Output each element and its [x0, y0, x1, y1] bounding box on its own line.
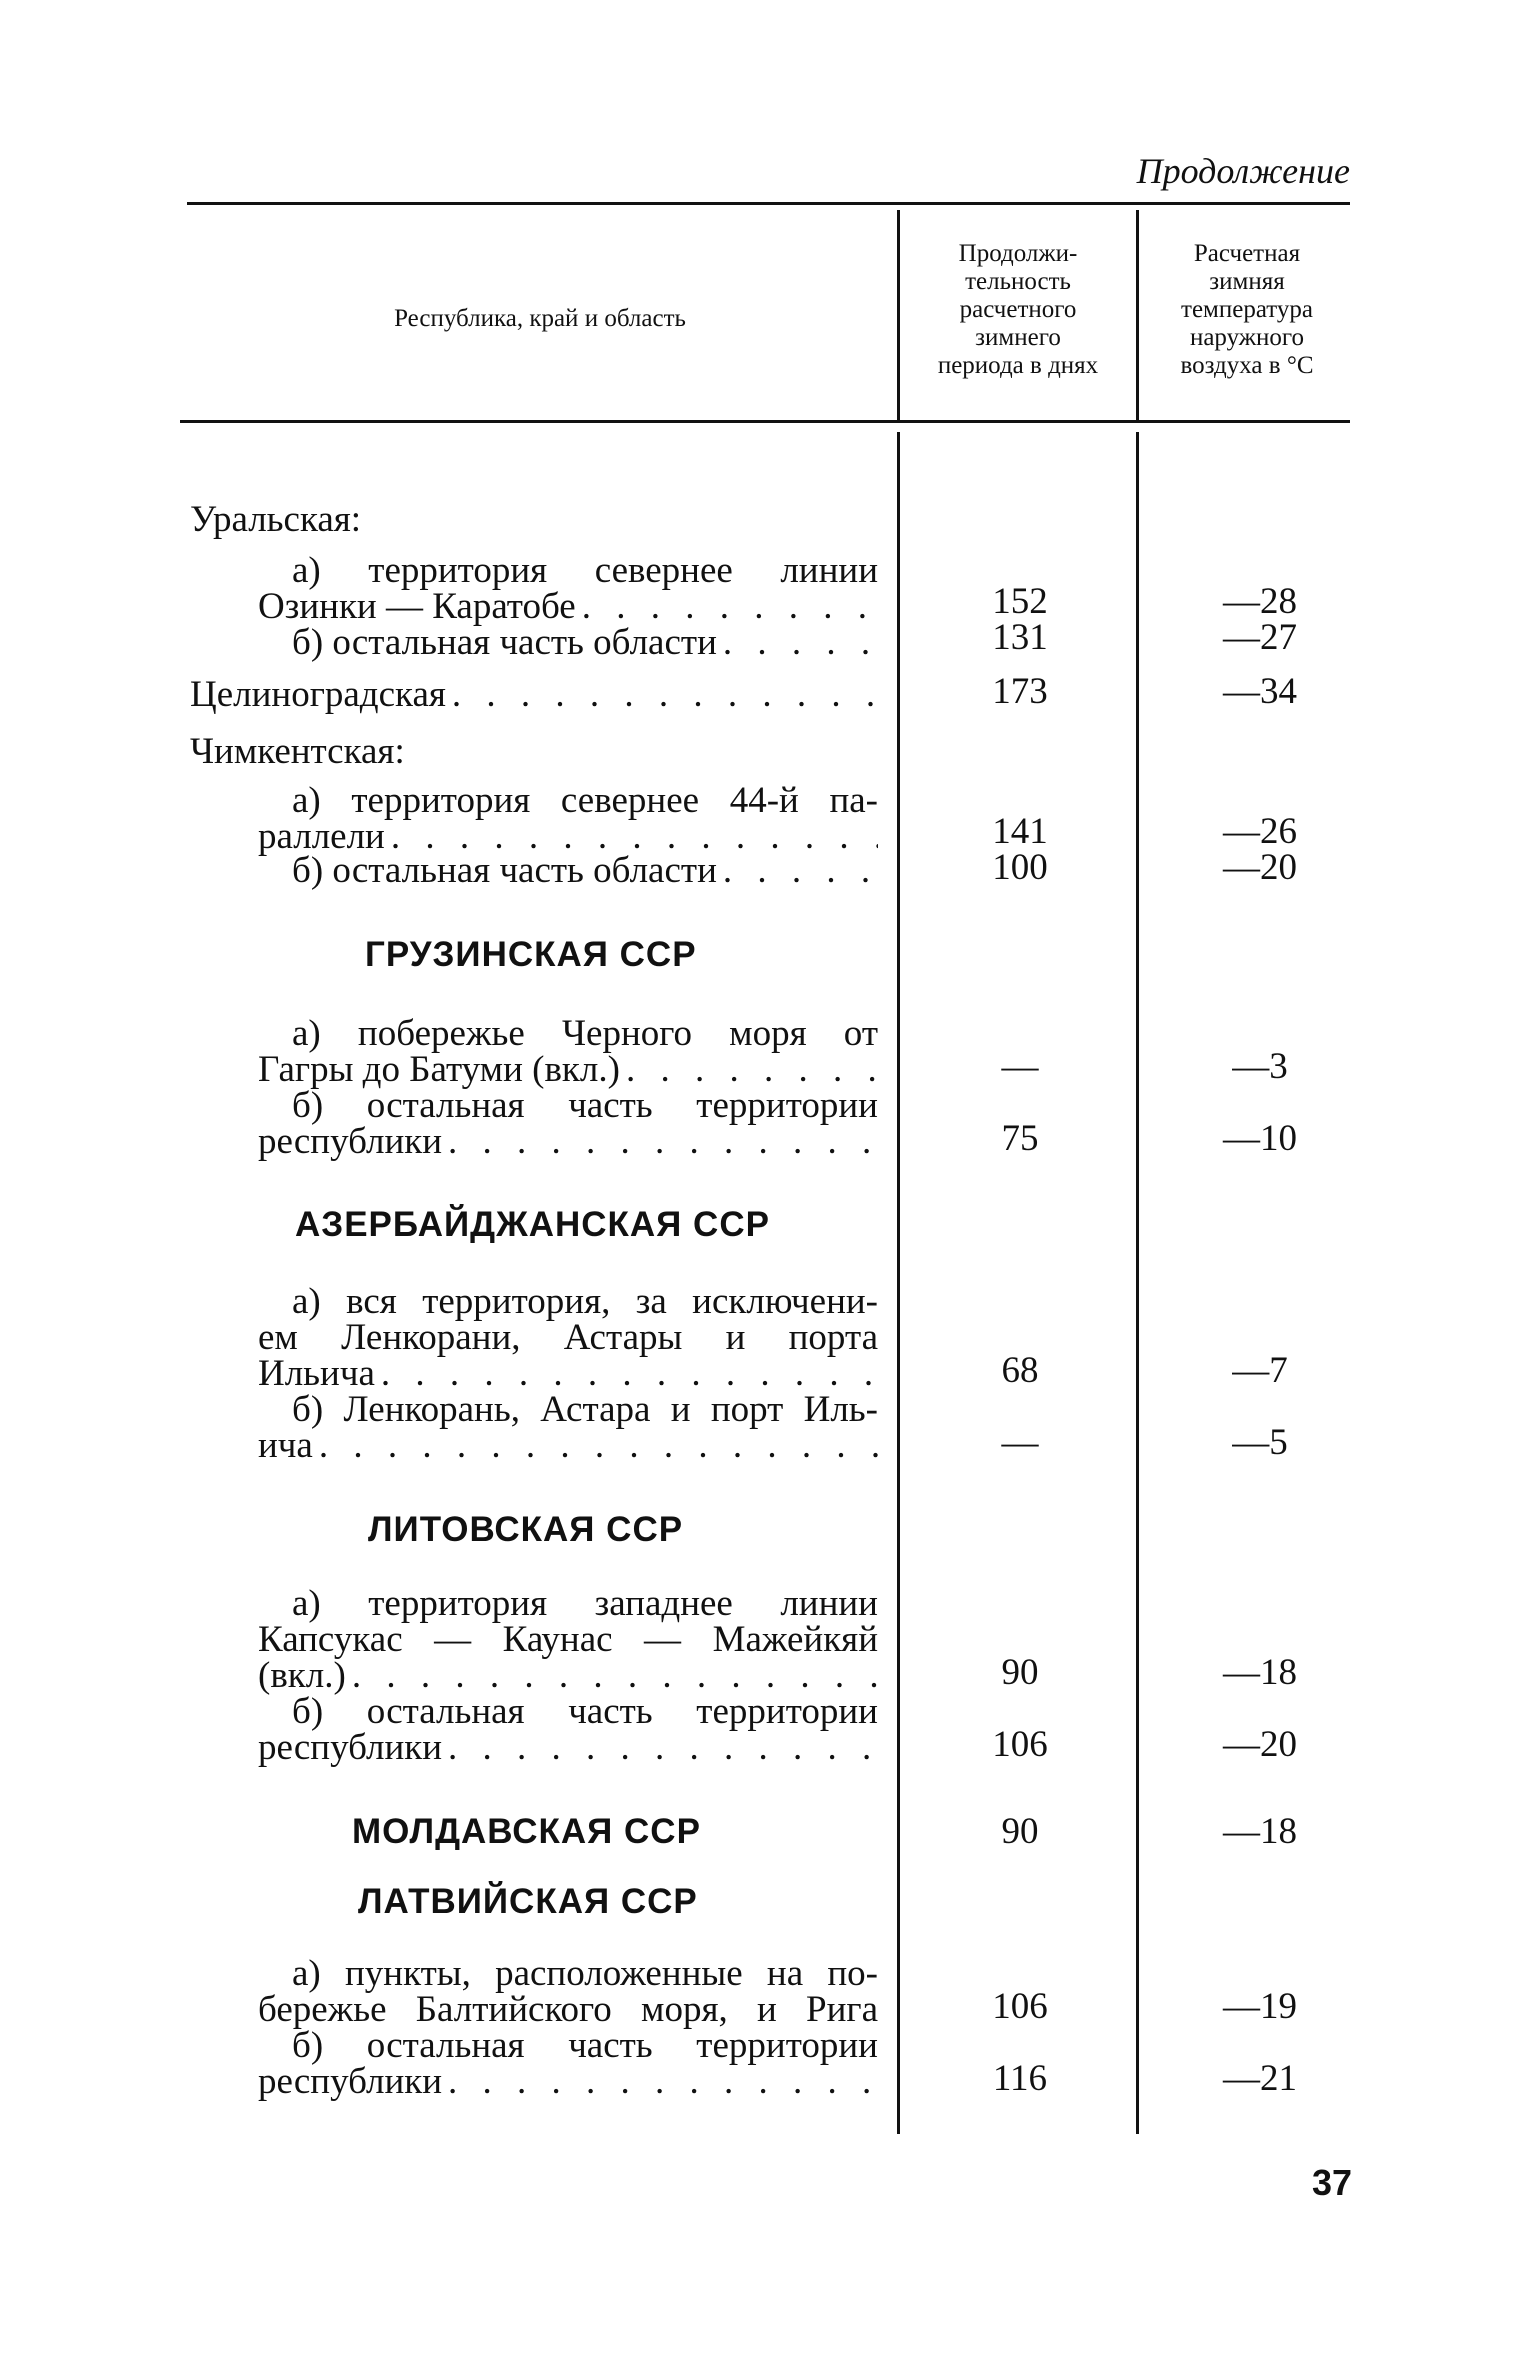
leader-dots — [381, 1355, 878, 1393]
chimkent-a-days: 141 — [992, 811, 1048, 852]
column-divider-1-body — [897, 432, 900, 2134]
georgia-a-days: — — [1001, 1046, 1039, 1087]
uralskaya-b-line — [292, 624, 878, 662]
section-moldova-title: МОЛДАВСКАЯ ССР — [352, 1812, 701, 1851]
uralskaya-b-text: б) остальная часть области — [292, 622, 717, 663]
chimkent-b-line — [292, 852, 878, 890]
section-lithuania-title: ЛИТОВСКАЯ ССР — [368, 1510, 684, 1549]
latvia-a-temp: —19 — [1223, 1986, 1297, 2027]
chimkent-a-text: раллели — [258, 816, 385, 857]
azerbaijan-a-line3 — [258, 1355, 878, 1393]
georgia-b-line2 — [258, 1123, 878, 1161]
uralskaya-b-temp: —27 — [1223, 617, 1297, 658]
leader-dots — [626, 1051, 878, 1089]
lithuania-a-text: (вкл.) — [258, 1655, 346, 1696]
georgia-a-text: Гагры до Батуми (вкл.) — [258, 1049, 620, 1090]
lithuania-b-line2 — [258, 1729, 878, 1767]
uralskaya-b-days: 131 — [992, 617, 1048, 658]
azerbaijan-a-days: 68 — [1001, 1350, 1039, 1391]
page-number: 37 — [1311, 2162, 1352, 2203]
georgia-b-line1: б) остальная часть территории — [292, 1085, 878, 1126]
lithuania-a-line2: Капсукас — Каунас — Мажейкяй — [258, 1619, 878, 1660]
latvia-b-temp: —21 — [1223, 2058, 1297, 2099]
uralskaya-a-line1: а) территория севернее линии — [292, 550, 878, 591]
leader-dots — [723, 624, 878, 662]
column-divider-1 — [897, 210, 900, 420]
georgia-b-days: 75 — [1001, 1118, 1039, 1159]
latvia-a-line2: бережье Балтийского моря, и Рига — [258, 1989, 878, 2030]
leader-dots — [448, 1123, 878, 1161]
column-divider-2 — [1136, 210, 1139, 420]
region-chimkent-title: Чимкентская: — [190, 731, 405, 772]
georgia-b-text: республики — [258, 1121, 443, 1162]
tselinograd-title: Целиноградская — [190, 674, 446, 715]
header-duration-line: расчетного — [959, 296, 1077, 323]
moldova-temp: —18 — [1223, 1811, 1297, 1852]
azerbaijan-b-temp: —5 — [1232, 1422, 1288, 1463]
azerbaijan-b-line2 — [258, 1427, 878, 1465]
table-top-rule — [187, 202, 1350, 205]
lithuania-b-temp: —20 — [1223, 1724, 1297, 1765]
lithuania-a-days: 90 — [1001, 1652, 1039, 1693]
header-duration-line: периода в днях — [937, 352, 1099, 379]
header-duration-line: зимнего — [975, 324, 1061, 351]
leader-dots — [582, 588, 878, 626]
uralskaya-a-days: 152 — [992, 581, 1048, 622]
leader-dots — [452, 676, 878, 714]
chimkent-b-temp: —20 — [1223, 847, 1297, 888]
header-temp-line: зимняя — [1209, 268, 1285, 295]
leader-dots — [448, 1729, 878, 1767]
latvia-a-days: 106 — [992, 1986, 1048, 2027]
header-temp-line: воздуха в °С — [1180, 352, 1314, 379]
leader-dots — [448, 2063, 878, 2101]
section-latvia-title: ЛАТВИЙСКАЯ ССР — [358, 1882, 698, 1921]
header-temperature — [1142, 240, 1352, 380]
tselinograd-row — [190, 676, 878, 714]
header-duration-line: Продолжи- — [958, 240, 1078, 267]
leader-dots — [319, 1427, 878, 1465]
header-temp-line: температура — [1181, 296, 1313, 323]
continuation-label: Продолжение — [1136, 151, 1350, 191]
azerbaijan-b-text: ича — [258, 1425, 313, 1466]
region-uralskaya-title: Уральская: — [190, 499, 362, 540]
header-temp-line: Расчетная — [1193, 240, 1301, 267]
georgia-b-temp: —10 — [1223, 1118, 1297, 1159]
chimkent-b-days: 100 — [992, 847, 1048, 888]
header-duration — [903, 240, 1133, 380]
chimkent-b-text: б) остальная часть области — [292, 850, 717, 891]
azerbaijan-a-line1: а) вся территория, за исключени- — [292, 1281, 878, 1322]
moldova-days: 90 — [1001, 1811, 1039, 1852]
lithuania-a-temp: —18 — [1223, 1652, 1297, 1693]
lithuania-b-line1: б) остальная часть территории — [292, 1691, 878, 1732]
latvia-b-days: 116 — [992, 2058, 1048, 2099]
tselinograd-temp: —34 — [1223, 671, 1297, 712]
lithuania-a-line3 — [258, 1657, 878, 1695]
latvia-a-line1: а) пункты, расположенные на по- — [292, 1953, 878, 1994]
chimkent-a-temp: —26 — [1223, 811, 1297, 852]
section-georgia-title: ГРУЗИНСКАЯ ССР — [365, 935, 697, 974]
azerbaijan-a-text: Ильича — [258, 1353, 375, 1394]
azerbaijan-b-days: — — [1001, 1422, 1039, 1463]
leader-dots — [352, 1657, 878, 1695]
leader-dots — [723, 852, 878, 890]
lithuania-a-line1: а) территория западнее линии — [292, 1583, 878, 1624]
header-bottom-rule — [180, 420, 1350, 423]
header-duration-line: тельность — [965, 268, 1071, 295]
header-region: Республика, край и область — [394, 305, 686, 332]
georgia-a-line2 — [258, 1051, 878, 1089]
uralskaya-a-line2 — [258, 588, 878, 626]
column-divider-2-body — [1136, 432, 1139, 2134]
uralskaya-a-text: Озинки — Каратобе — [258, 586, 576, 627]
latvia-b-text: республики — [258, 2061, 443, 2102]
azerbaijan-b-line1: б) Ленкорань, Астара и порт Иль- — [292, 1389, 878, 1430]
latvia-b-line1: б) остальная часть территории — [292, 2025, 878, 2066]
chimkent-a-line1: а) территория севернее 44-й па- — [292, 780, 878, 821]
latvia-b-line2 — [258, 2063, 878, 2101]
georgia-a-line1: а) побережье Черного моря от — [292, 1013, 878, 1054]
header-temp-line: наружного — [1189, 324, 1305, 351]
lithuania-b-days: 106 — [992, 1724, 1048, 1765]
uralskaya-a-temp: —28 — [1223, 581, 1297, 622]
section-azerbaijan-title: АЗЕРБАЙДЖАНСКАЯ ССР — [295, 1205, 770, 1244]
azerbaijan-a-temp: —7 — [1232, 1350, 1288, 1391]
azerbaijan-a-line2: ем Ленкорани, Астары и порта — [258, 1317, 878, 1358]
lithuania-b-text: республики — [258, 1727, 443, 1768]
georgia-a-temp: —3 — [1232, 1046, 1288, 1087]
tselinograd-days: 173 — [992, 671, 1048, 712]
